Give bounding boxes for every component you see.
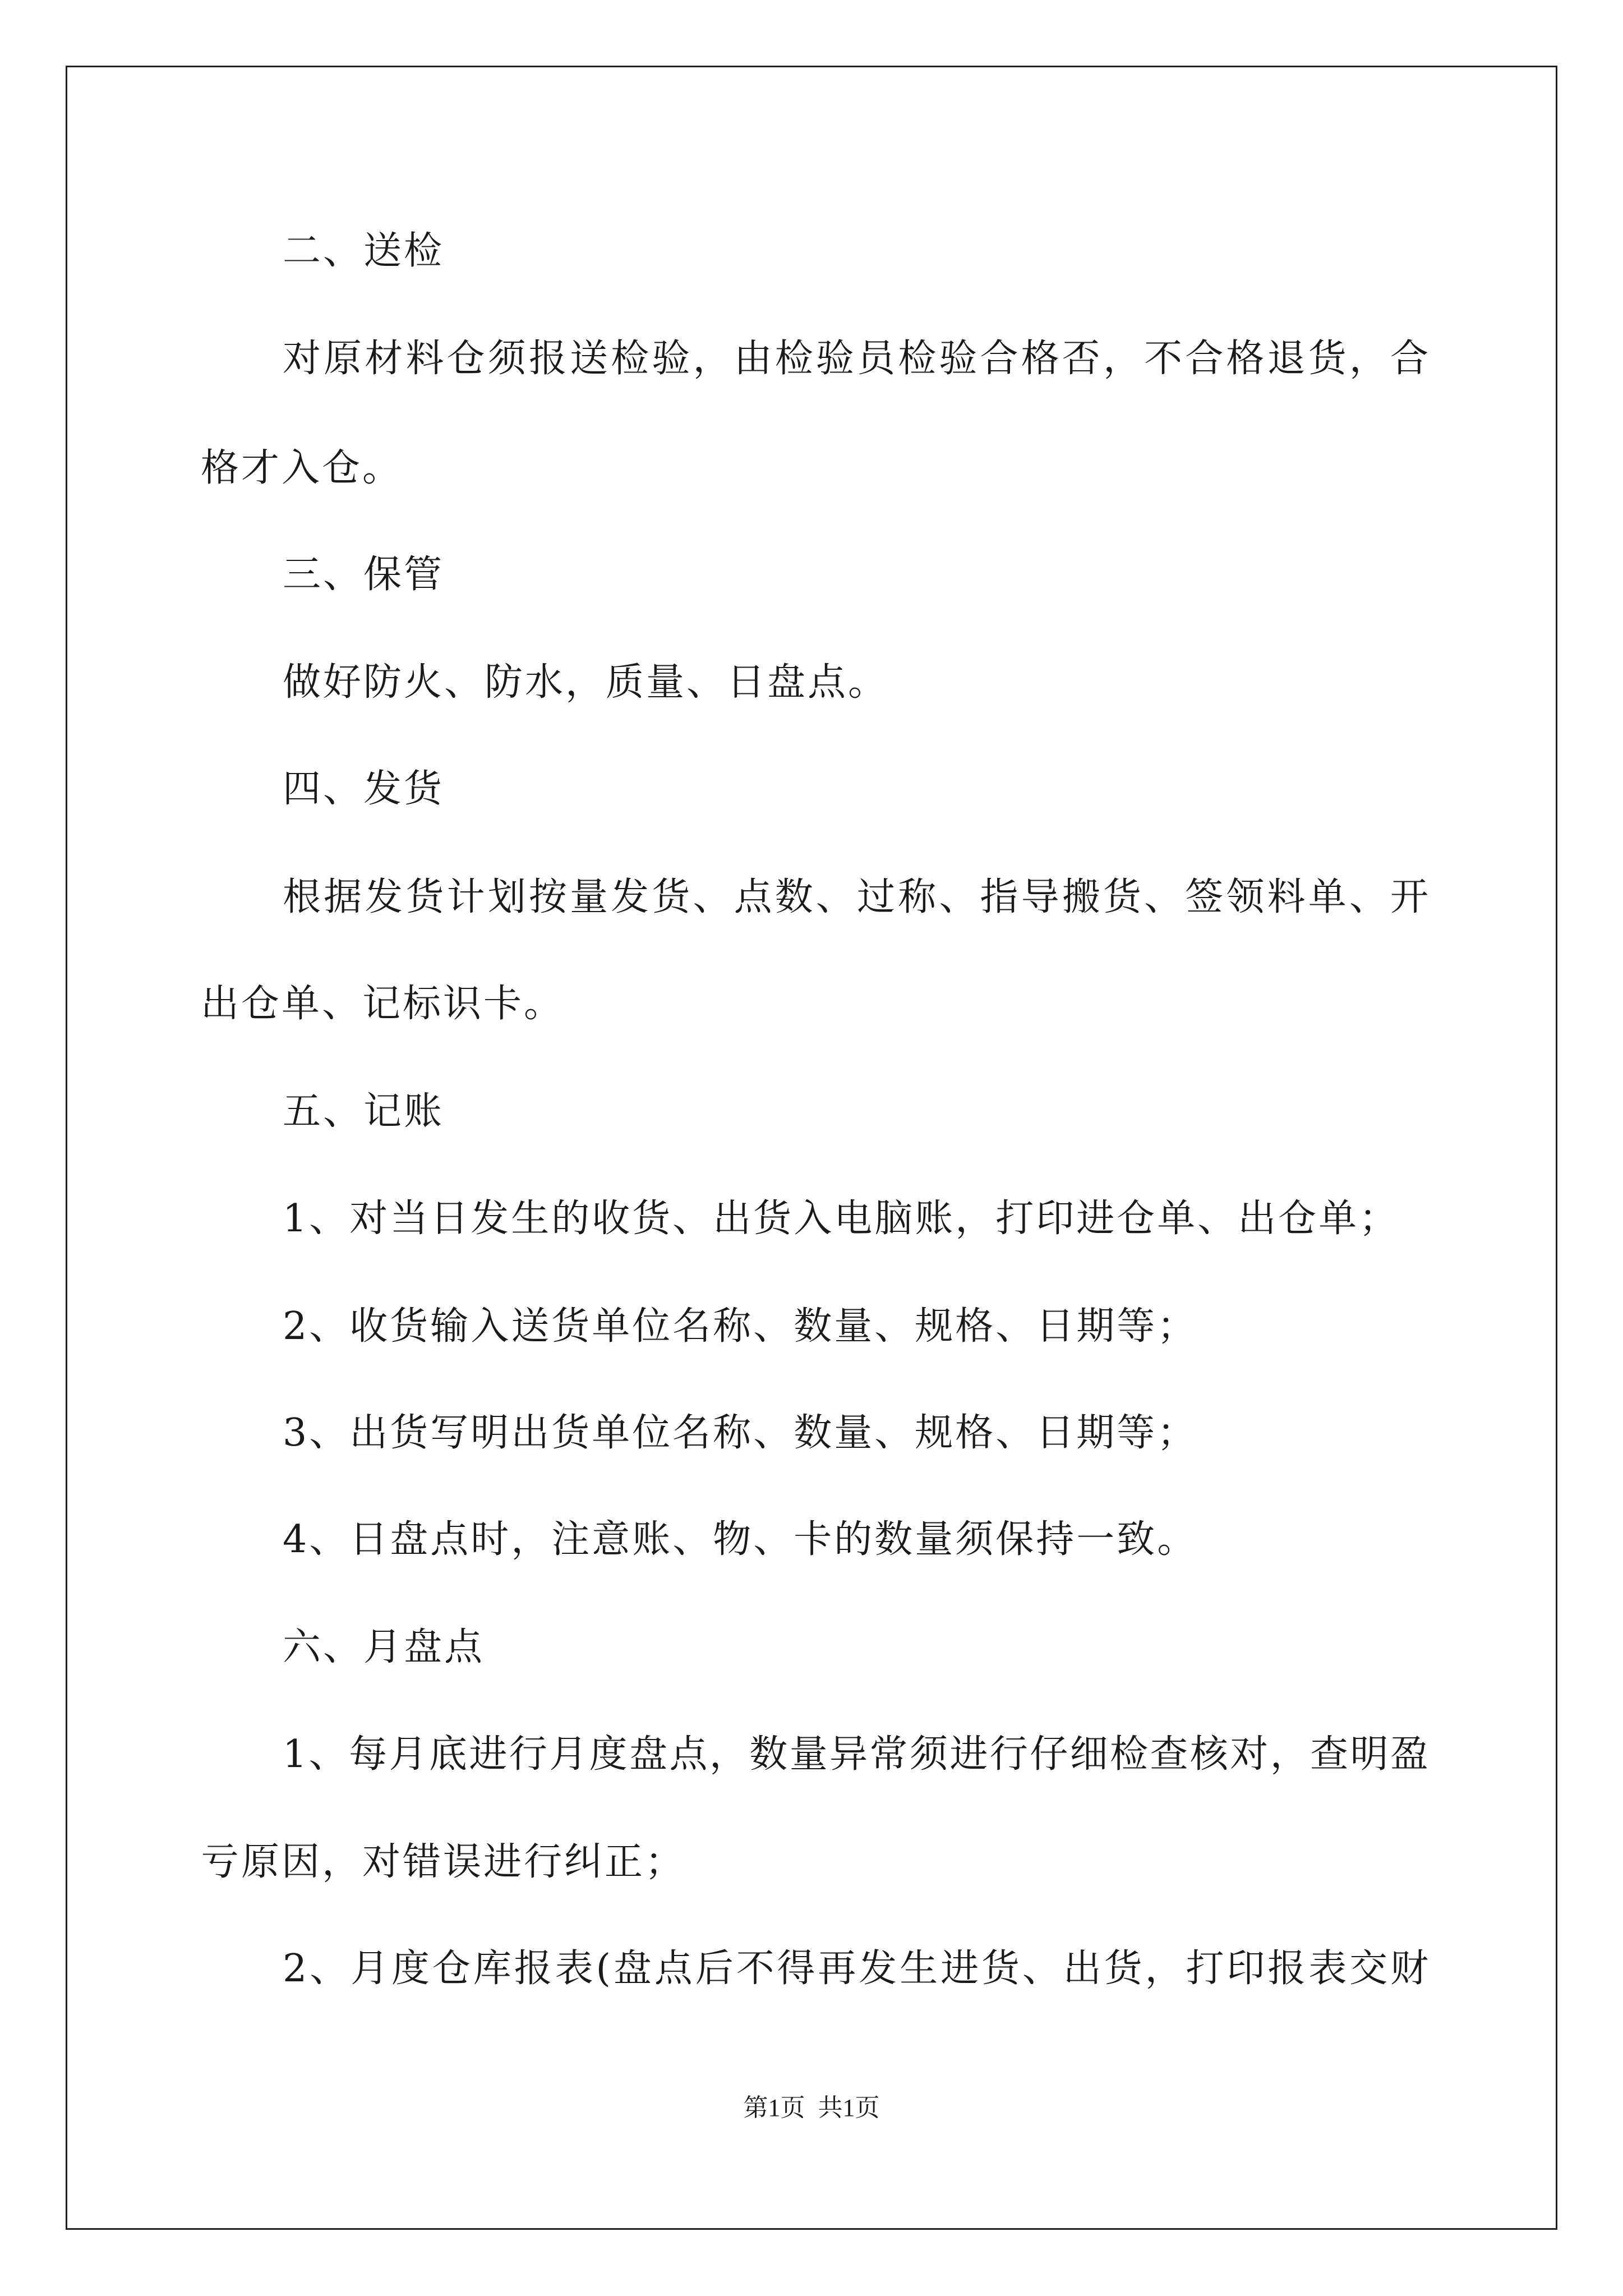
section-heading-inspection: 二、送检 [283,229,445,273]
paragraph-line: 根据发货计划按量发货、点数、过称、指导搬货、签领料单、开 [283,875,1428,919]
list-item: 2、月度仓库报表(盘点后不得再发生进货、出货，打印报表交财 [283,1947,1428,1991]
page-footer [0,2092,1623,2124]
list-item: 2、收货输入送货单位名称、数量、规格、日期等； [283,1304,1198,1349]
paragraph-line: 做好防火、防水，质量、日盘点。 [283,660,889,705]
paragraph-line: 亏原因，对错误进行纠正； [201,1840,686,1884]
paragraph-line: 出仓单、记标识卡。 [201,982,565,1026]
section-heading-monthly-stocktake: 六、月盘点 [283,1625,485,1669]
paragraph-line: 对原材料仓须报送检验，由检验员检验合格否，不合格退货，合 [283,337,1428,381]
page-border [66,66,1557,2230]
list-item: 1、每月底进行月度盘点，数量异常须进行仔细检查核对，查明盈 [283,1732,1428,1777]
list-item: 3、出货写明出货单位名称、数量、规格、日期等； [283,1411,1198,1455]
list-item: 1、对当日发生的收货、出货入电脑账，打印进仓单、出仓单； [283,1197,1400,1241]
list-item: 4、日盘点时，注意账、物、卡的数量须保持一致。 [283,1517,1198,1562]
page-number: 第1页 [743,2094,805,2122]
section-heading-shipping: 四、发货 [283,767,445,811]
section-heading-storage: 三、保管 [283,553,445,597]
page-total: 共1页 [818,2094,880,2122]
paragraph-line: 格才入仓。 [201,446,403,490]
section-heading-bookkeeping: 五、记账 [283,1089,445,1134]
